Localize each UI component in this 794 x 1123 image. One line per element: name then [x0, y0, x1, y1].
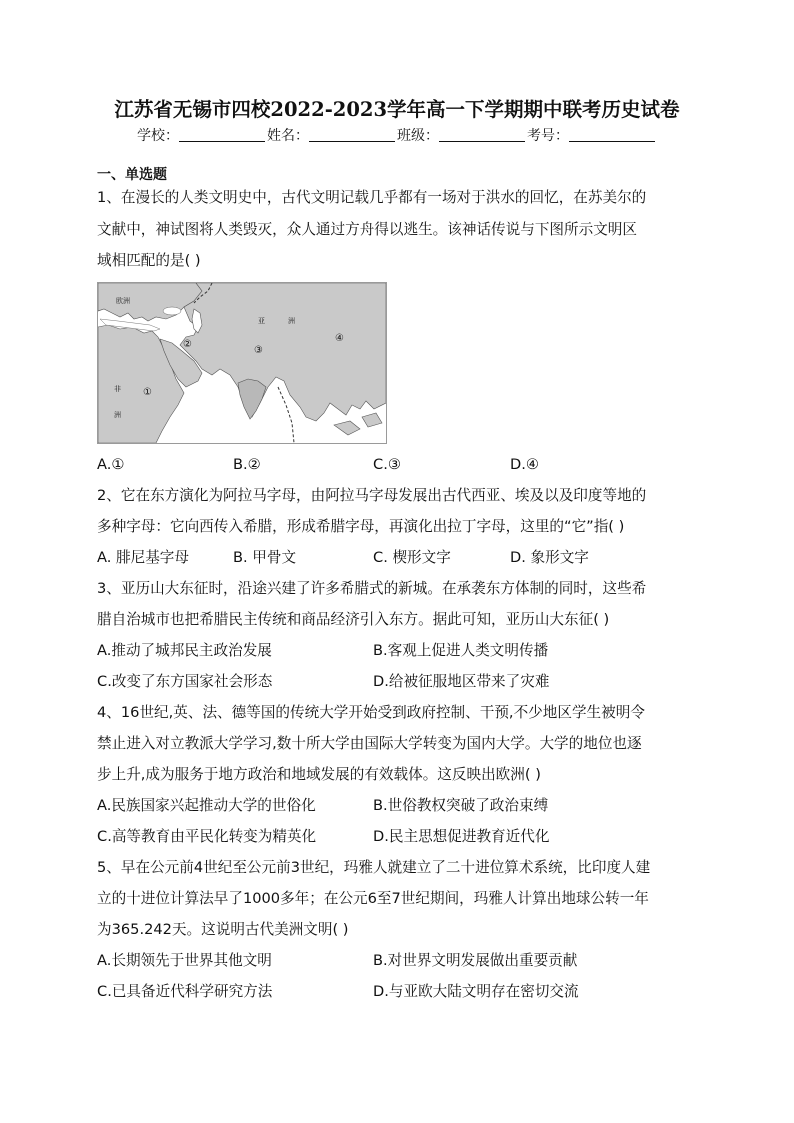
q2-option-c[interactable]: C. 楔形文字 [373, 549, 451, 566]
q1-option-a[interactable]: A.① [97, 456, 125, 473]
q2-option-d[interactable]: D. 象形文字 [510, 549, 589, 566]
marker-2: ② [183, 339, 192, 350]
q5-option-c[interactable]: C.已具备近代科学研究方法 [97, 983, 273, 1000]
map-graphic [98, 283, 386, 443]
europe-land [98, 283, 202, 321]
q4-stem-line-2: 禁止进入对立教派大学学习,数十所大学由国际大学转变为国内大学。大学的地位也逐 [97, 735, 642, 752]
q3-option-b[interactable]: B.客观上促进人类文明传播 [373, 642, 549, 659]
q3-stem-line-1: 3、亚历山大东征时，沿途兴建了许多希腊式的新城。在承袭东方体制的同时，这些希 [97, 580, 647, 597]
label-asia-2: 洲 [288, 317, 295, 325]
number-blank[interactable] [569, 127, 655, 142]
asia-land [180, 283, 386, 421]
q3-option-d[interactable]: D.给被征服地区带来了灾难 [373, 673, 550, 690]
q5-option-d[interactable]: D.与亚欧大陆文明存在密切交流 [373, 983, 579, 1000]
label-europe: 欧洲 [116, 297, 130, 305]
q5-option-a[interactable]: A.长期领先于世界其他文明 [97, 952, 272, 969]
class-label: 班级： [397, 128, 439, 144]
label-africa-2: 洲 [114, 411, 121, 419]
q2-stem-line-2: 多种字母：它向西传入希腊，形成希腊字母，再演化出拉丁字母，这里的“它”指( ) [97, 518, 625, 535]
q4-option-b[interactable]: B.世俗教权突破了政治束缚 [373, 797, 549, 814]
q2-option-a[interactable]: A. 腓尼基字母 [97, 549, 189, 566]
q4-stem-line-1: 4、16世纪,英、法、德等国的传统大学开始受到政府控制、干预,不少地区学生被明令 [97, 704, 645, 721]
name-blank[interactable] [309, 127, 395, 142]
marker-3: ③ [254, 345, 263, 356]
q5-stem-line-1: 5、早在公元前4世纪至公元前3世纪，玛雅人就建立了二十进位算术系统，比印度人建 [97, 859, 651, 876]
black-sea [163, 307, 181, 315]
q3-stem-line-2: 腊自治城市也把希腊民主传统和商品经济引入东方。据此可知，亚历山大东征( ) [97, 611, 610, 628]
q4-option-d[interactable]: D.民主思想促进教育近代化 [373, 828, 550, 845]
q4-option-a[interactable]: A.民族国家兴起推动大学的世俗化 [97, 797, 316, 814]
q1-stem-line-3: 域相匹配的是( ) [97, 252, 201, 269]
q5-stem-line-3: 为365.242天。这说明古代美洲文明( ) [97, 921, 349, 938]
q1-option-c[interactable]: C.③ [373, 456, 401, 473]
q3-option-a[interactable]: A.推动了城邦民主政治发展 [97, 642, 272, 659]
q2-stem-line-1: 2、它在东方演化为阿拉马字母，由阿拉马字母发展出古代西亚、埃及以及印度等地的 [97, 487, 647, 504]
q3-option-c[interactable]: C.改变了东方国家社会形态 [97, 673, 273, 690]
marker-4: ④ [335, 333, 344, 344]
student-info-line [0, 126, 794, 146]
school-label: 学校： [137, 128, 179, 144]
label-africa-1: 非 [114, 385, 121, 393]
q4-stem-line-3: 步上升,成为服务于地方政治和地域发展的有效载体。这反映出欧洲( ) [97, 766, 541, 783]
q5-stem-line-2: 立的十进位计算法早了1000多年；在公元6至7世纪期间，玛雅人计算出地球公转一年 [97, 890, 649, 907]
class-blank[interactable] [439, 127, 525, 142]
label-asia-1: 亚 [258, 317, 265, 325]
school-blank[interactable] [179, 127, 265, 142]
sea-islands [334, 413, 382, 435]
marker-1: ① [143, 387, 152, 398]
q4-option-c[interactable]: C.高等教育由平民化转变为精英化 [97, 828, 317, 845]
q1-stem-line-2: 文献中，神试图将人类毁灭，众人通过方舟得以逃生。该神话传说与下图所示文明区 [97, 221, 637, 238]
civilization-map [97, 282, 387, 444]
q5-option-b[interactable]: B.对世界文明发展做出重要贡献 [373, 952, 578, 969]
q2-option-b[interactable]: B. 甲骨文 [233, 549, 297, 566]
section-title: 一、单选题 [97, 167, 167, 183]
number-label: 考号： [527, 128, 569, 144]
q1-option-b[interactable]: B.② [233, 456, 261, 473]
india-land [238, 379, 266, 419]
name-label: 姓名： [267, 128, 309, 144]
exam-title: 江苏省无锡市四校2022-2023学年高一下学期期中联考历史试卷 [114, 98, 680, 121]
q1-option-d[interactable]: D.④ [510, 456, 539, 473]
q1-stem-line-1: 1、在漫长的人类文明史中，古代文明记载几乎都有一场对于洪水的回忆，在苏美尔的 [97, 189, 647, 206]
